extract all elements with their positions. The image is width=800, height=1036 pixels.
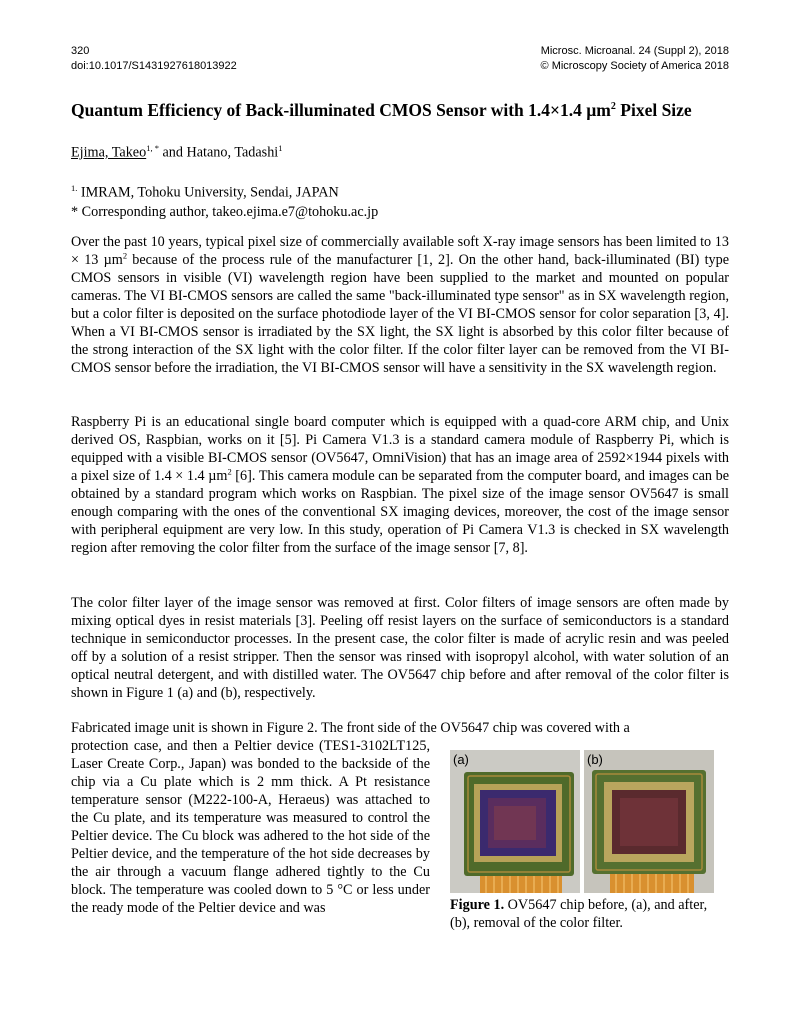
caption-text: OV5647 chip before, (a), and after, (b), removal of the color filter.: [450, 897, 708, 931]
title-sup: 2: [610, 101, 616, 113]
title-tail: Pixel Size: [615, 100, 692, 120]
author-line: [71, 143, 283, 162]
paragraph-1-text-a: Over the past 10 years, typical pixel size of commercially available soft X-ray image sensors has been limited to 13 × 13 µm: [71, 234, 729, 268]
panel-b-label: (b): [587, 752, 603, 767]
paragraph-2-text-a: Raspberry Pi is an educational single board computer which is equipped with a quad-core ARM chip, and Unix derived OS, Raspbian, works on it [5]. Pi Camera V1.3 is a standard camera module of Raspberry Pi, which is equipped with a visible BI-CMOS sensor (OV5647, OmniVision) that has an image area of 2592×1944 pixels with a pixel size of 1.4 × 1.4 µm: [71, 414, 729, 484]
paragraph-2-text-b: [6]. This camera module can be separated from the computer board, and images can be obtained by a standard program which works on Raspbian. The pixel size of the image sensor OV5647 is small enough comparing with the ones of the conventional SX imaging devices, moreover, the cost of the image sensor with peripheral equipment are very low. In this study, operation of Pi Camera V1.3 is checked in SX wavelength region after removing the color filter from the surface of the image sensor [7, 8].: [71, 468, 729, 556]
paragraph-4-body: protection case, and then a Peltier device (TES1-3102LT125, Laser Create Corp., Japan) was bonded to the backside of the chip via a Cu plate which is 2 mm thick. A Pt resistance temperature sensor (M222-100-A, Heraeus) was attached to the Cu plate, and its temperature was measured to control the Peltier device. The Cu block was adhered to the hot side of the Peltier device, and the temperature of the hot side decreases by the air through a vacuum flange adhered tightly to the Cu block. The temperature was cooled down to 5 °C or less under the ready mode of the Peltier device and was: [71, 738, 430, 916]
chip-before-photo: [450, 750, 580, 893]
paragraph-3: The color filter layer of the image sensor was removed at first. Color filters of image sensors are often made by mixing optical dyes in resist materials [3]. Peeling off resist layers on the surface of semiconductors is a standard technique in semiconductor processes. In the present case, the color filter is made of acrylic resin and was peeled off by a solution of a resist stripper. Then the sensor was rinsed with isopropyl alcohol, with water solution of an optical neutral detergent, and with distilled water. The OV5647 chip before and after removal of the color filter is shown in Figure 1 (a) and (b), respectively.: [71, 595, 729, 701]
figure-1-caption: [450, 896, 720, 932]
copyright: © Microscopy Society of America 2018: [540, 60, 729, 72]
header-left: [71, 44, 237, 74]
paragraph-2: [71, 413, 729, 557]
affiliation-text: IMRAM, Tohoku University, Sendai, JAPAN: [77, 184, 339, 201]
title-main: Quantum Efficiency of Back-illuminated CMOS Sensor with 1.4×1.4 µm: [71, 100, 611, 120]
author-joiner: and Hatano, Tadashi: [158, 144, 279, 161]
header-right: [541, 44, 729, 74]
figure-1-panel-a: [450, 750, 580, 893]
caption-label: Figure 1.: [450, 897, 505, 913]
doi[interactable]: doi:10.1017/S1431927618013922: [71, 60, 237, 72]
paragraph-2-sup: 2: [227, 466, 232, 477]
affiliation-1: [71, 179, 378, 203]
paragraph-4-line-1: Fabricated image unit is shown in Figure 2. The front side of the OV5647 chip was covered with a: [71, 720, 630, 736]
author-second-sup: 1: [278, 143, 283, 153]
affiliations: [71, 179, 378, 222]
corresponding-author: * Corresponding author, takeo.ejima.e7@tohoku.ac.jp: [71, 203, 379, 220]
figure-1: [450, 750, 714, 893]
paper-title: [71, 100, 731, 121]
paragraph-1: [71, 233, 729, 377]
journal-name: Microsc. Microanal. 24 (Suppl 2), 2018: [540, 45, 729, 57]
author-first-sup: 1, *: [146, 143, 159, 153]
paragraph-1-text-b: because of the process rule of the manufacturer [1, 2]. On the other hand, back-illuminated (BI) type CMOS sensors in visible (VI) wavelength region have been supplied to the market and mounted on popular cameras. The VI BI-CMOS sensors are called the same "back-illuminated type sensor" as in SX wavelength region, but a color filter is deposited on the surface photodiode layer of the VI BI-CMOS sensor for color separation [3, 4]. When a VI BI-CMOS sensor is irradiated by the SX light, the SX light is absorbed by this color filter because of the strong interaction of the SX light with the color filter. If the color filter layer can be removed from the VI BI-CMOS sensor before the irradiation, the VI BI-CMOS sensor will have a sensitivity in the SX wavelength region.: [71, 252, 729, 376]
chip-after-photo: [584, 750, 714, 893]
affiliation-marker: 1.: [71, 183, 78, 193]
page-number: 320: [71, 45, 90, 57]
paragraph-1-sup: 2: [122, 250, 128, 261]
figure-1-panel-b: [584, 750, 714, 893]
panel-a-label: (a): [453, 752, 469, 767]
author-first: Ejima, Takeo: [71, 144, 147, 161]
